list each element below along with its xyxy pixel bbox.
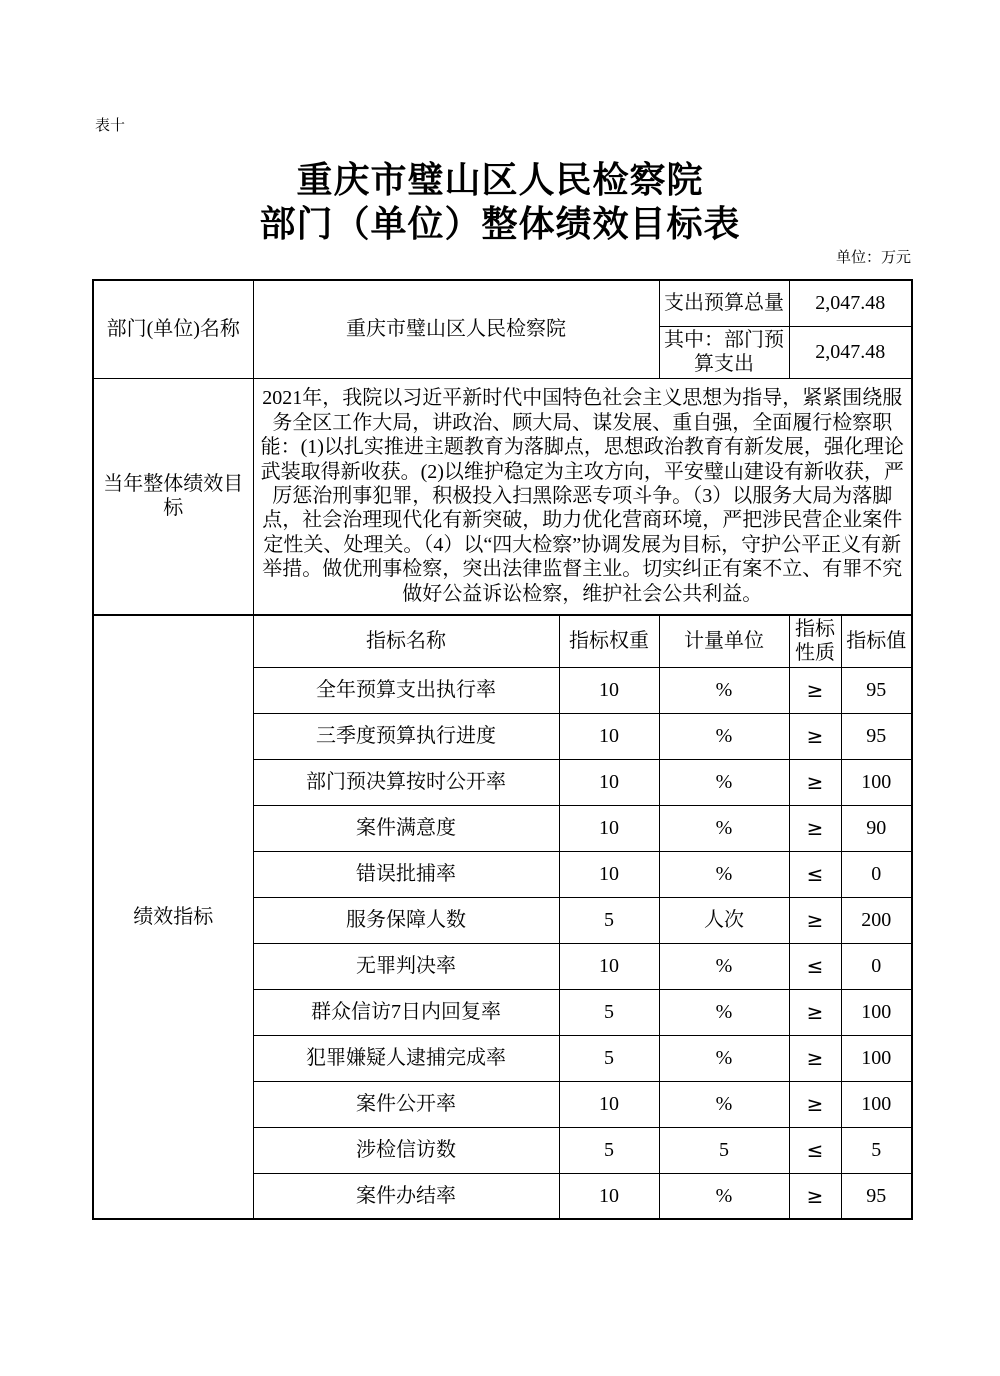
indicator-unit-cell: % [659, 1173, 789, 1219]
indicator-value-cell: 100 [841, 759, 912, 805]
indicator-name-cell: 部门预决算按时公开率 [253, 759, 559, 805]
goal-text-cell: 2021年，我院以习近平新时代中国特色社会主义思想为指导，紧紧围绕服务全区工作大局，讲政治、顾大局、谋发展、重自强，全面履行检察职能：(1)以扎实推进主题教育为落脚点，思想政治教育有新发展，强化理论武装取得新收获。(2)以维护稳定为主攻方向，平安璧山建设有新收获，严厉惩治刑事犯罪，积极投入扫黑除恶专项斗争。（3）以服务大局为落脚点，社会治理现代化有新突破，助力优化营商环境，严把涉民营企业案件定性关、处理关。（4）以“四大检察”协调发展为目标，守护公平正义有新举措。做优刑事检察，突出法律监督主业。切实纠正有案不立、有罪不究做好公益诉讼检察，维护社会公共利益。 [253, 378, 912, 615]
indicator-nature-cell: ≥ [789, 1081, 841, 1127]
indicator-unit-cell: % [659, 805, 789, 851]
indicator-weight-cell: 10 [559, 805, 659, 851]
indicator-nature-cell: ≥ [789, 989, 841, 1035]
indicator-name-cell: 案件满意度 [253, 805, 559, 851]
indicator-unit-cell: % [659, 989, 789, 1035]
indicator-name-cell: 服务保障人数 [253, 897, 559, 943]
indicator-weight-cell: 10 [559, 713, 659, 759]
goal-label-cell: 当年整体绩效目标 [93, 378, 253, 615]
header-indicator-nature: 指标性质 [789, 615, 841, 667]
budget-total-label-cell: 支出预算总量 [659, 280, 789, 326]
indicator-nature-cell: ≥ [789, 759, 841, 805]
page-title-line1: 重庆市璧山区人民检察院 [296, 160, 704, 200]
indicator-value-cell: 200 [841, 897, 912, 943]
page-title-line2: 部门（单位）整体绩效目标表 [259, 204, 741, 244]
indicator-nature-cell: ≥ [789, 713, 841, 759]
indicator-unit-cell: 5 [659, 1127, 789, 1173]
indicator-value-cell: 95 [841, 1173, 912, 1219]
indicator-weight-cell: 10 [559, 667, 659, 713]
performance-table [92, 279, 913, 1220]
indicator-name-cell: 涉检信访数 [253, 1127, 559, 1173]
indicator-unit-cell: % [659, 759, 789, 805]
indicator-weight-cell: 5 [559, 897, 659, 943]
table-row [93, 378, 912, 615]
indicator-nature-cell: ≥ [789, 897, 841, 943]
indicator-nature-cell: ≤ [789, 851, 841, 897]
indicator-value-cell: 100 [841, 1081, 912, 1127]
table-row [93, 280, 912, 326]
header-indicator-name: 指标名称 [253, 615, 559, 667]
indicator-weight-cell: 5 [559, 1035, 659, 1081]
budget-dept-label-cell: 其中：部门预算支出 [659, 326, 789, 378]
indicator-name-cell: 群众信访7日内回复率 [253, 989, 559, 1035]
header-indicator-value: 指标值 [841, 615, 912, 667]
indicator-value-cell: 100 [841, 1035, 912, 1081]
dept-name-label-cell: 部门(单位)名称 [93, 280, 253, 378]
dept-name-cell: 重庆市璧山区人民检察院 [253, 280, 659, 378]
indicator-nature-cell: ≥ [789, 667, 841, 713]
indicator-nature-cell: ≤ [789, 1127, 841, 1173]
budget-total-value-cell: 2,047.48 [789, 280, 912, 326]
header-indicator-weight: 指标权重 [559, 615, 659, 667]
indicator-value-cell: 0 [841, 943, 912, 989]
indicator-value-cell: 0 [841, 851, 912, 897]
indicator-nature-cell: ≥ [789, 1035, 841, 1081]
indicator-name-cell: 错误批捕率 [253, 851, 559, 897]
indicator-weight-cell: 5 [559, 1127, 659, 1173]
indicators-section-label-cell: 绩效指标 [93, 615, 253, 1219]
indicator-nature-cell: ≤ [789, 943, 841, 989]
indicator-header-row [93, 615, 912, 667]
indicator-value-cell: 5 [841, 1127, 912, 1173]
indicator-value-cell: 90 [841, 805, 912, 851]
indicator-nature-cell: ≥ [789, 1173, 841, 1219]
indicator-value-cell: 100 [841, 989, 912, 1035]
indicator-name-cell: 案件办结率 [253, 1173, 559, 1219]
indicator-weight-cell: 5 [559, 989, 659, 1035]
indicator-name-cell: 三季度预算执行进度 [253, 713, 559, 759]
indicator-value-cell: 95 [841, 667, 912, 713]
header-measure-unit: 计量单位 [659, 615, 789, 667]
indicator-weight-cell: 10 [559, 1173, 659, 1219]
indicator-name-cell: 案件公开率 [253, 1081, 559, 1127]
indicator-name-cell: 全年预算支出执行率 [253, 667, 559, 713]
page-title [0, 158, 1000, 246]
indicator-weight-cell: 10 [559, 759, 659, 805]
indicator-weight-cell: 10 [559, 943, 659, 989]
indicator-value-cell: 95 [841, 713, 912, 759]
indicator-nature-cell: ≥ [789, 805, 841, 851]
indicator-unit-cell: % [659, 667, 789, 713]
indicator-unit-cell: % [659, 713, 789, 759]
indicator-unit-cell: % [659, 943, 789, 989]
unit-note: 单位：万元 [835, 250, 911, 266]
indicator-name-cell: 犯罪嫌疑人逮捕完成率 [253, 1035, 559, 1081]
table-tag: 表十 [95, 118, 126, 134]
indicator-unit-cell: % [659, 1081, 789, 1127]
indicator-weight-cell: 10 [559, 851, 659, 897]
indicator-unit-cell: % [659, 851, 789, 897]
indicator-unit-cell: % [659, 1035, 789, 1081]
indicator-unit-cell: 人次 [659, 897, 789, 943]
indicator-weight-cell: 10 [559, 1081, 659, 1127]
budget-dept-value-cell: 2,047.48 [789, 326, 912, 378]
indicator-name-cell: 无罪判决率 [253, 943, 559, 989]
